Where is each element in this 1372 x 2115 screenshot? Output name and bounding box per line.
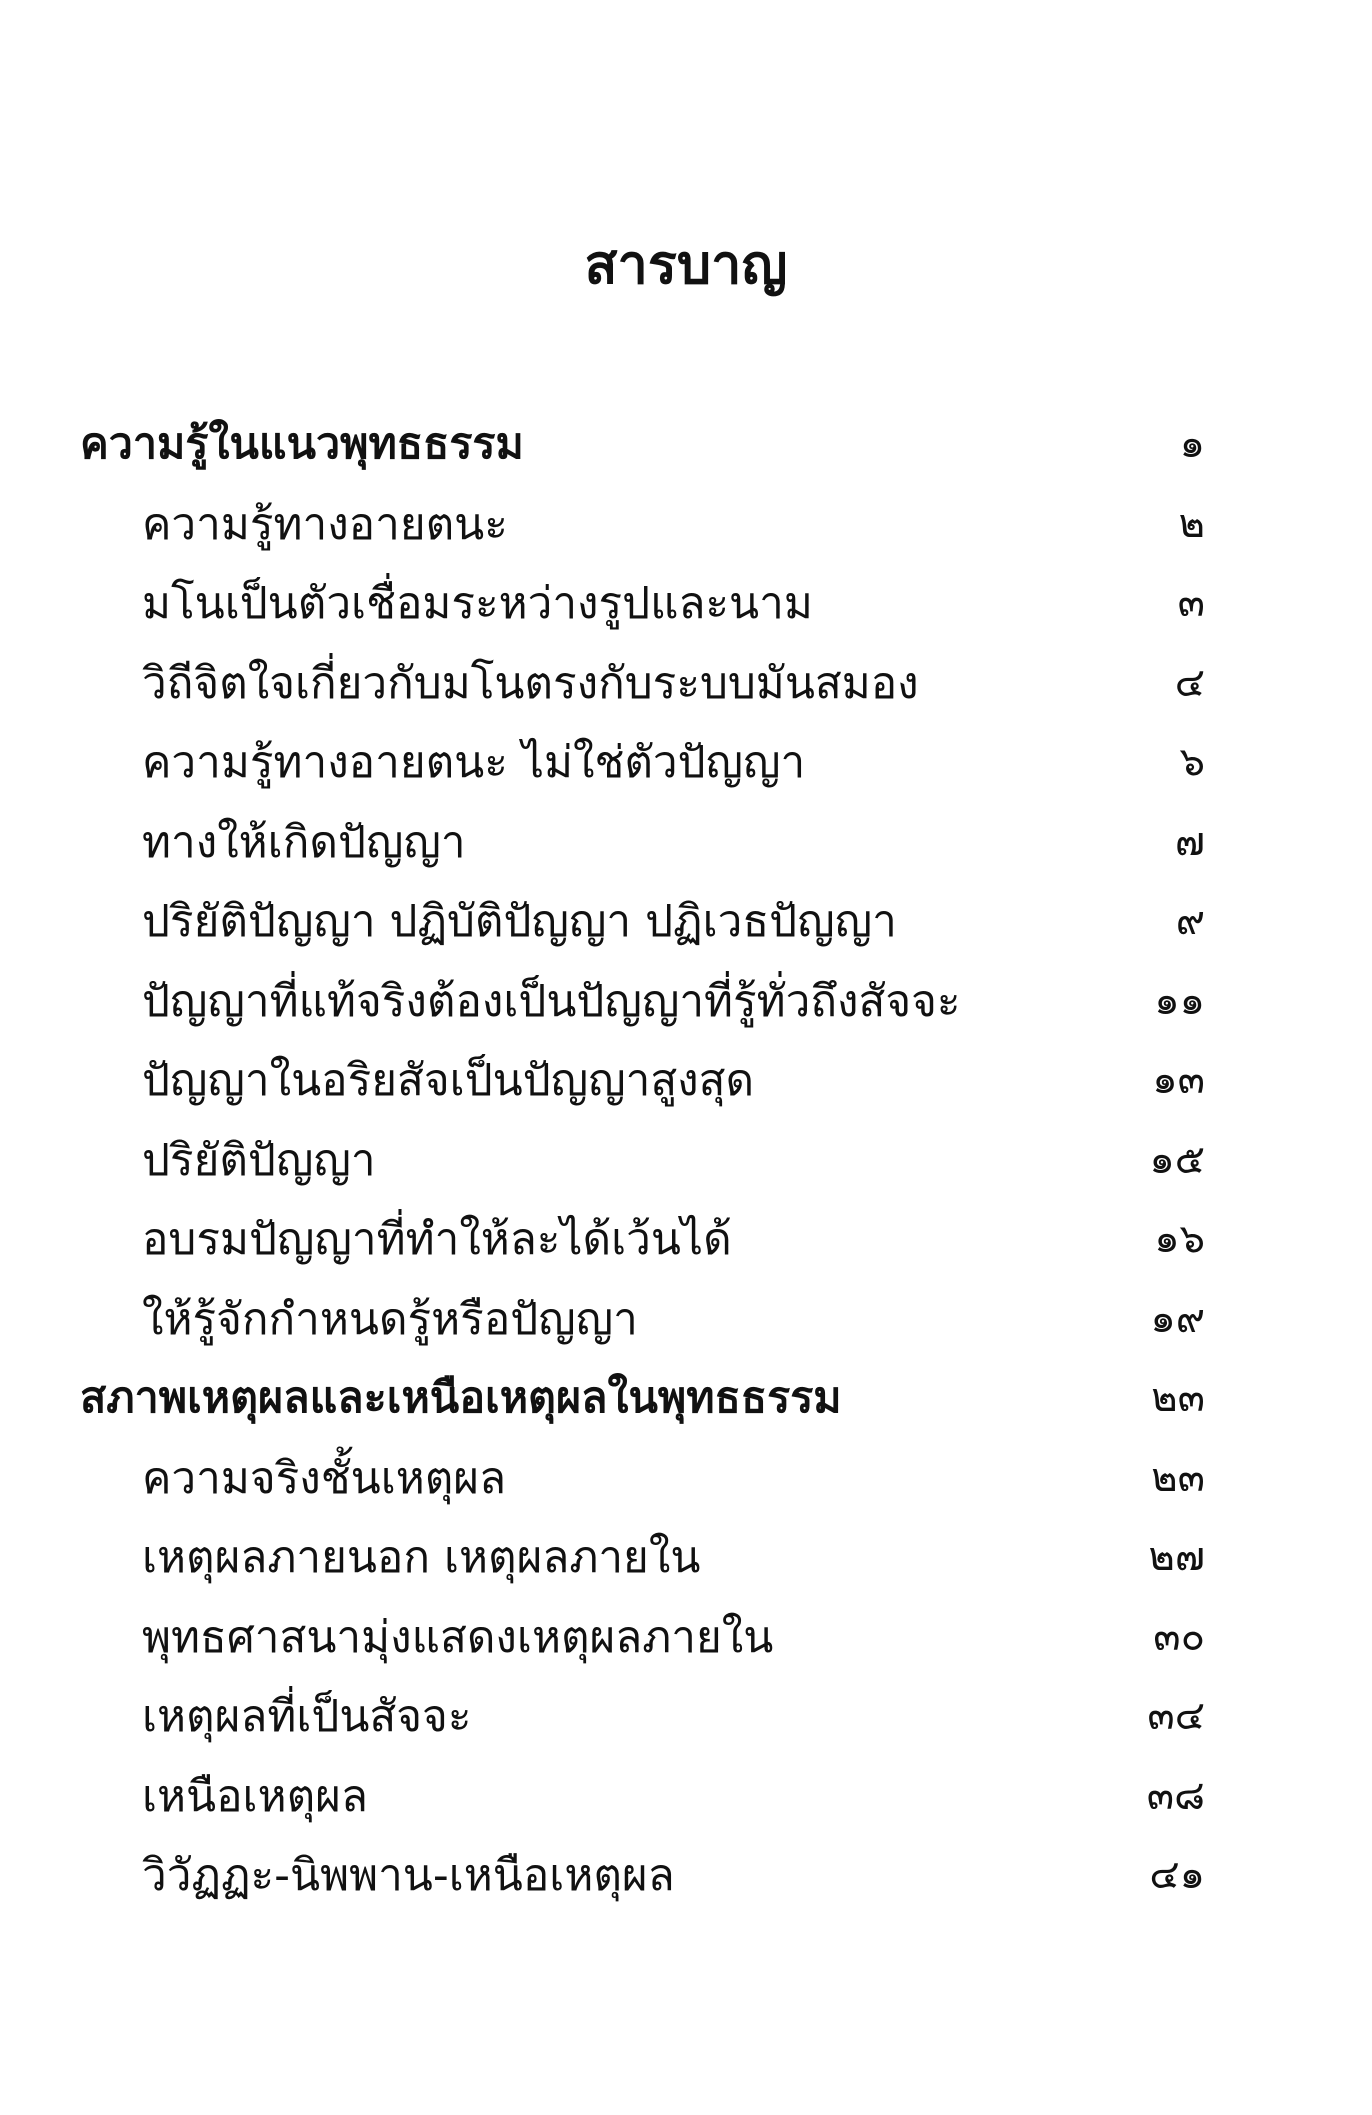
toc-page-number: ๓ [1177,580,1205,626]
toc-entry-row[interactable] [80,1200,1205,1280]
toc-page-number: ๑๙ [1150,1295,1205,1342]
toc-page-number: ๔๑ [1149,1852,1205,1898]
toc-entry-row[interactable] [80,882,1205,962]
toc-page-number: ๖ [1179,739,1205,785]
toc-entry-row[interactable] [80,1280,1205,1360]
toc-entry-row[interactable] [80,485,1205,565]
toc-entry-row[interactable] [80,564,1205,644]
toc-section-row[interactable] [80,1359,1205,1439]
toc-entry-row[interactable] [80,803,1205,883]
toc-entry-label: ปัญญาที่แท้จริงต้องเป็นปัญญาที่รู้ทั่วถึงสัจจะ [142,975,961,1027]
toc-entry-label: เหตุผลภายนอก เหตุผลภายใน [142,1532,701,1584]
toc-entry-row[interactable] [80,1041,1205,1121]
toc-section-row[interactable] [80,405,1205,485]
toc-entry-row[interactable] [80,723,1205,803]
toc-entry-label: ปัญญาในอริยสัจเป็นปัญญาสูงสุด [142,1055,755,1107]
page-title: สารบาญ [584,233,788,296]
toc-entry-label: มโนเป็นตัวเชื่อมระหว่างรูปและนาม [142,578,813,630]
toc-page-number: ๑๖ [1154,1216,1205,1262]
toc-page-number: ๑๓ [1152,1057,1205,1103]
toc-entry-row[interactable] [80,1677,1205,1757]
toc-page-number: ๑๑ [1154,977,1205,1024]
toc-entry-row[interactable] [80,1439,1205,1519]
toc-page-number: ๗ [1174,818,1205,865]
toc-page-number: ๔ [1174,659,1205,706]
toc-entry-label: ทางให้เกิดปัญญา [142,816,466,868]
toc-entry-label: วิวัฏฏะ-นิพพาน-เหนือเหตุผล [142,1850,675,1902]
toc-entry-label: ความจริงชั้นเหตุผล [142,1452,507,1504]
toc-entry-row[interactable] [80,1836,1205,1916]
toc-entry-row[interactable] [80,1518,1205,1598]
toc-entry-label: ความรู้ทางอายตนะ [142,498,508,550]
toc-page-number: ๒ [1178,500,1205,547]
table-of-contents [80,405,1205,1916]
toc-entry-row[interactable] [80,644,1205,724]
toc-section-label: สภาพเหตุผลและเหนือเหตุผลในพุทธธรรม [80,1373,842,1424]
toc-entry-label: พุทธศาสนามุ่งแสดงเหตุผลภายใน [142,1611,774,1663]
toc-entry-label: วิถีจิตใจเกี่ยวกับมโนตรงกับระบบมันสมอง [142,657,919,709]
toc-page-number: ๑๕ [1149,1136,1205,1183]
toc-page-number: ๑ [1179,421,1205,467]
toc-page-number: ๓๔ [1147,1693,1205,1739]
toc-entry-label: อบรมปัญญาที่ทำให้ละได้เว้นได้ [142,1214,732,1266]
toc-section-label: ความรู้ในแนวพุทธธรรม [80,419,524,470]
toc-page-number: ๙ [1175,898,1205,944]
toc-page-number: ๓๘ [1146,1772,1205,1819]
toc-page-number: ๒๓ [1151,1454,1205,1501]
toc-entry-label: เหนือเหตุผล [142,1770,368,1822]
toc-entry-label: เหตุผลที่เป็นสัจจะ [142,1691,472,1743]
toc-entry-label: ปริยัติปัญญา ปฏิบัติปัญญา ปฏิเวธปัญญา [142,896,897,948]
toc-entry-row[interactable] [80,1598,1205,1678]
toc-entry-row[interactable] [80,962,1205,1042]
toc-page-number: ๒๓ [1151,1375,1205,1421]
toc-entry-label: ปริยัติปัญญา [142,1134,376,1186]
toc-page-number: ๒๗ [1148,1534,1205,1580]
toc-entry-label: ให้รู้จักกำหนดรู้หรือปัญญา [142,1293,638,1345]
toc-entry-row[interactable] [80,1757,1205,1837]
toc-page-number: ๓๐ [1153,1613,1205,1660]
toc-entry-label: ความรู้ทางอายตนะ ไม่ใช่ตัวปัญญา [142,737,806,789]
toc-entry-row[interactable] [80,1121,1205,1201]
